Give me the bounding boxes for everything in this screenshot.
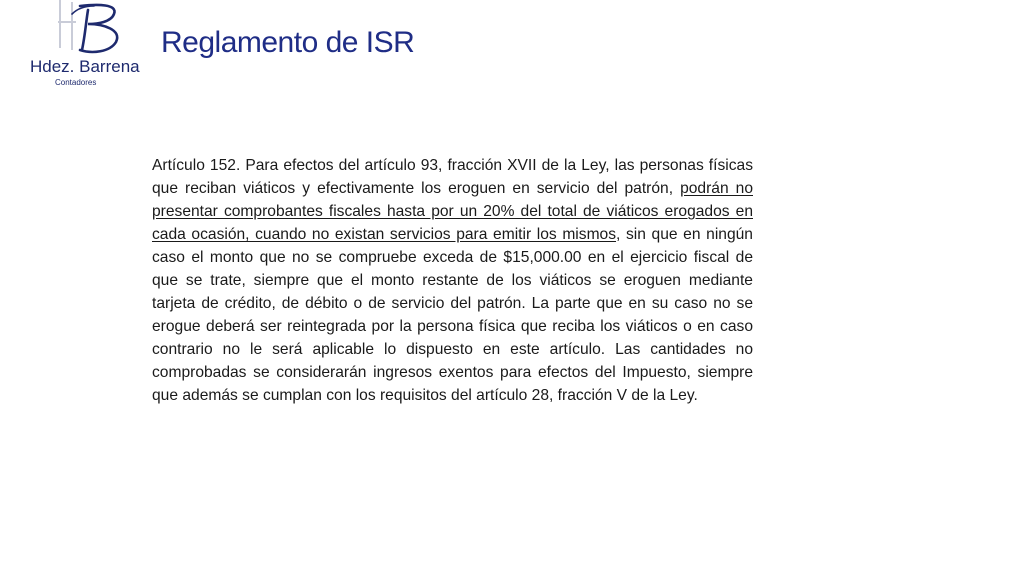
article-underlined-clause: podrán no presentar comprobantes fiscales hasta por un 20% del total de viáticos erogados en cada ocasión, cuando no existan servicios para emitir los mismos: [152, 180, 753, 243]
article-rest: , sin que en ningún caso el monto que no se compruebe exceda de $15,000.00 en el ejercicio fiscal de que se trate, siempre que el monto restante de los viáticos se eroguen mediante tarjeta de crédito, de débito o de servicio del patrón. La parte que en su caso no se erogue deberá ser reintegrada por la persona física que reciba los viáticos o en caso contrario no le será aplicable lo dispuesto en este artículo. Las cantidades no comprobadas se considerarán ingresos exentos para efectos del Impuesto, siempre que además se cumplan con los requisitos del artículo 28, fracción V de la Ley.: [152, 226, 753, 404]
logo-subtitle: Contadores: [55, 78, 97, 87]
article-intro: Artículo 152. Para efectos del artículo 93, fracción XVII de la Ley, las personas físicas que reciban viáticos y efectivamente los eroguen en servicio del patrón,: [152, 157, 753, 197]
logo-name: Hdez. Barrena: [30, 57, 140, 76]
company-logo: [22, 0, 140, 92]
slide-title: Reglamento de ISR: [161, 26, 415, 59]
article-text: [152, 154, 753, 407]
hb-monogram-icon: [22, 0, 137, 62]
